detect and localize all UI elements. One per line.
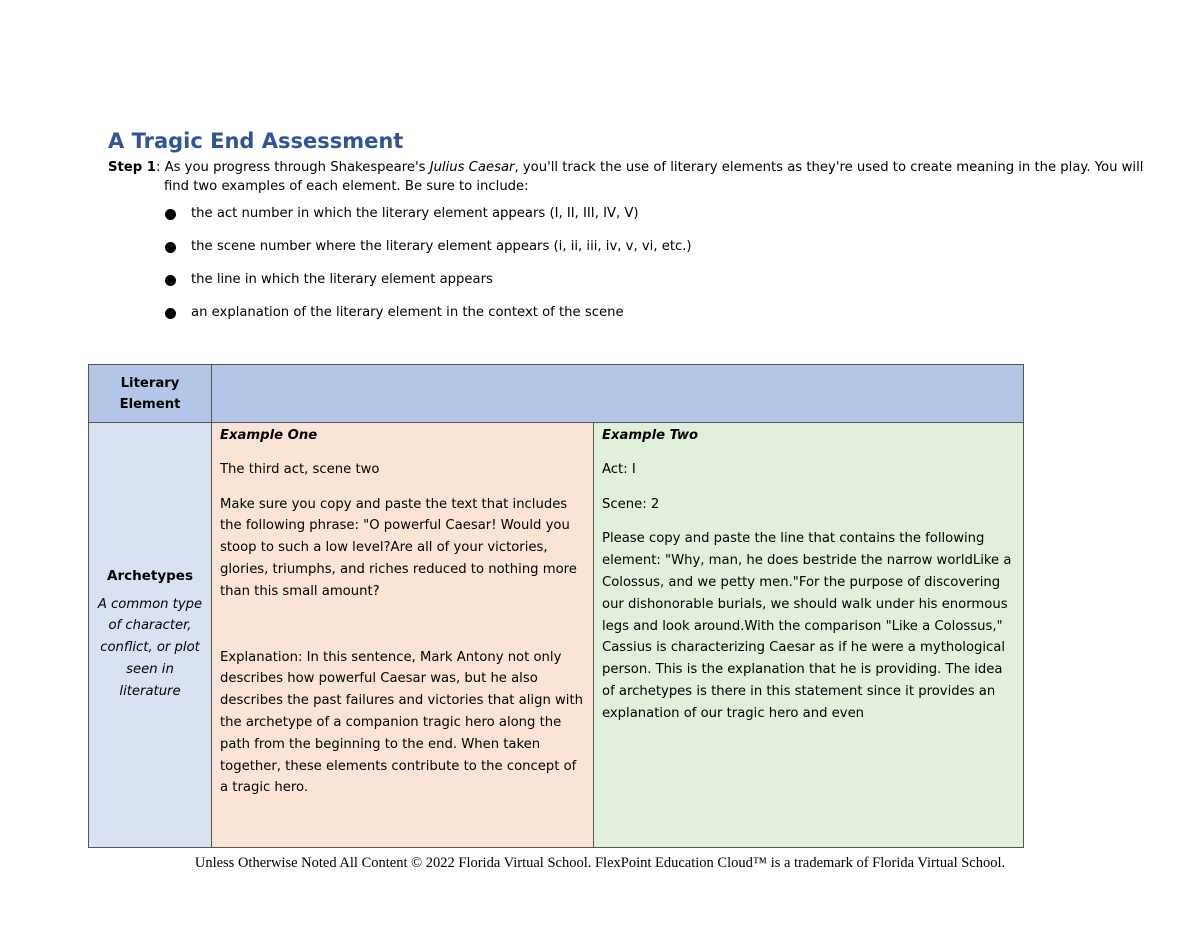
- element-name: Archetypes: [107, 567, 193, 584]
- list-item: [164, 204, 692, 237]
- bullet-icon: [165, 308, 176, 319]
- example-one-title: Example One: [220, 428, 318, 443]
- header-blank-cell: [212, 365, 1024, 423]
- step-instructions: [108, 158, 1154, 196]
- play-title: Julius Caesar: [429, 160, 515, 175]
- example-one-cell[interactable]: [212, 423, 594, 848]
- list-item: [164, 270, 692, 303]
- list-item: [164, 237, 692, 270]
- element-definition: A common type of character, conflict, or plot seen in literature: [97, 596, 203, 699]
- step-label: Step 1: [108, 160, 156, 175]
- list-item: [164, 303, 692, 336]
- example-two-scene: Scene: 2: [602, 496, 660, 512]
- list-item-text: the act number in which the literary element appears (I, II, III, IV, V): [191, 206, 639, 221]
- example-two-cell[interactable]: [594, 423, 1024, 848]
- example-one-explanation: Explanation: In this sentence, Mark Antony not only describes how powerful Caesar was, but he also describes the past failures and victories that align with the archetype of a companion tragic hero along the path from the beginning to the end. When taken together, these elements contribute to the concept of a tragic hero.: [220, 649, 583, 796]
- literary-elements-table: [88, 364, 1024, 848]
- list-item-text: the scene number where the literary element appears (i, ii, iii, iv, v, vi, etc.): [191, 239, 692, 254]
- header-literary-element: Literary Element: [89, 365, 212, 423]
- table-header-row: [89, 365, 1024, 423]
- example-two-act: Act: I: [602, 461, 636, 477]
- step-text-after: , you'll track the use of literary elements as they're used to create meaning in the play. You will find two examples of each element. Be sure to include:: [164, 160, 1144, 194]
- page-title: A Tragic End Assessment: [108, 129, 404, 153]
- list-item-text: the line in which the literary element appears: [191, 272, 493, 287]
- step-text-before: : As you progress through Shakespeare's: [155, 160, 430, 175]
- example-two-body: Please copy and paste the line that contains the following element: "Why, man, he does bestride the narrow worldLike a Colossus, and we petty men."For the purpose of discovering our dishonorable burials, we should walk under his enormous legs and look around.With the comparison "Like a Colossus," Cassius is characterizing Caesar as if he were a mythological person. This is the explanation that he is providing. The idea of archetypes is there in this statement since it provides an explanation of our tragic hero and even: [602, 531, 1012, 721]
- element-cell: [89, 423, 212, 848]
- requirements-list: [164, 204, 692, 336]
- bullet-icon: [165, 242, 176, 253]
- list-item-text: an explanation of the literary element in the context of the scene: [191, 305, 624, 320]
- example-two-title: Example Two: [602, 428, 699, 443]
- bullet-icon: [165, 209, 176, 220]
- example-one-line: Make sure you copy and paste the text that includes the following phrase: "O powerful Caesar! Would you stoop to such a low level?Are all of your victories, glories, triumphs, and riches reduced to nothing more than this small amount?: [220, 496, 577, 599]
- copyright-footer: Unless Otherwise Noted All Content © 2022 Florida Virtual School. FlexPoint Education Cloud™ is a trademark of Florida Virtual School.: [194, 855, 1006, 871]
- bullet-icon: [165, 275, 176, 286]
- table-row: [89, 423, 1024, 848]
- example-one-location: The third act, scene two: [220, 461, 380, 477]
